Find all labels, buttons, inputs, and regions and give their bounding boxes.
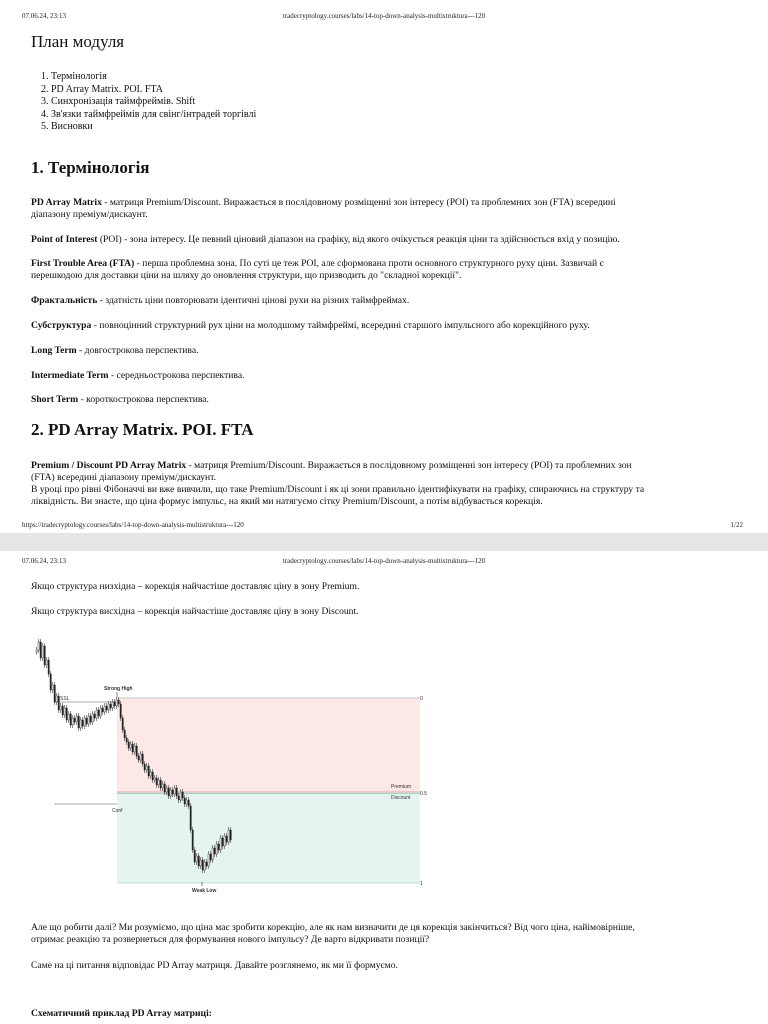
candle-body (36, 650, 37, 652)
candle-body (154, 778, 155, 780)
term-text: - перша проблемна зона. По суті це теж POI, але сформована проти основного структурного руху ціни. Зазвичай є (134, 258, 604, 269)
candle-body (162, 784, 163, 788)
module-plan-title: План модуля (31, 32, 125, 51)
term-substructure (31, 320, 734, 332)
candle-body (44, 646, 45, 665)
candle-body (72, 718, 73, 725)
candle-body (74, 718, 75, 722)
term-text: - короткострокова перспектива. (78, 394, 209, 405)
paragraph: Саме на ці питання відповідає PD Array матриця. Давайте розглянемо, як ми її формуємо. (31, 960, 398, 971)
term-label: Фрактальність (31, 295, 98, 306)
candle-body (98, 710, 99, 716)
header-datetime: 07.06.24, 23:13 (22, 557, 66, 565)
weak-low-label: Weak Low (192, 888, 217, 894)
term-label: Субструктура (31, 320, 92, 331)
candle-body (96, 710, 97, 718)
candle-body (168, 788, 169, 796)
candle-body (114, 702, 115, 706)
candle-body (42, 646, 43, 658)
candle-body (182, 792, 183, 798)
discount-zone (117, 792, 420, 883)
candle-body (188, 800, 189, 806)
candle-body (190, 806, 191, 830)
candle-body (76, 716, 77, 722)
candle-body (78, 716, 79, 728)
premium-label: Premium (391, 784, 412, 790)
term-label: Short Term (31, 394, 79, 405)
candle-body (230, 830, 231, 840)
candle-body (108, 704, 109, 710)
paragraph-text: В уроці про рівні Фібоначчі ви вже вивчили, що таке Premium/Discount і як ці зони правильно ідентифікувати на графіку, спираючись на структуру та (31, 484, 645, 495)
conf-label: Conf (112, 808, 123, 814)
candle-body (148, 766, 149, 776)
candle-body (172, 790, 173, 794)
candle-body (192, 830, 193, 850)
ssl-label: SSL (60, 696, 70, 702)
paragraph: Якщо структура висхідна – корекція найчастіше доставляє ціну в зону Discount. (31, 606, 359, 617)
term-label: PD Array Matrix (31, 197, 102, 208)
paragraph-bold: Схематичний приклад PD Array матриці: (31, 1008, 212, 1019)
candle-body (116, 700, 117, 706)
pd-array-chart (32, 630, 442, 910)
candle-body (158, 780, 159, 785)
candle-body (150, 772, 151, 776)
term-poi (31, 234, 734, 246)
candle-body (212, 848, 213, 860)
strong-high-label: Strong High (104, 686, 133, 692)
term-short-term (31, 394, 734, 406)
candle-body (62, 706, 63, 715)
term-text: - середньострокова перспектива. (108, 370, 245, 381)
header-url: tradecryptology.courses/labs/14-top-down-analysis-multistruktura---120 (282, 557, 486, 565)
candle-body (144, 764, 145, 770)
candle-body (174, 788, 175, 794)
term-text: - здатність ціни повторювати ідентичні цінові рухи на різних таймфреймах. (97, 295, 410, 306)
toc-item[interactable]: 4. Зв'язки таймфреймів для свінг/інтрадей торгівлі (41, 108, 257, 120)
candle-body (40, 642, 41, 658)
candle-body (82, 720, 83, 726)
candle-body (136, 746, 137, 756)
candle-body (38, 642, 39, 650)
paragraph-text: (FTA) всередині діапазону преміум/дискаунт. (31, 472, 217, 483)
candle-body (64, 708, 65, 715)
candle-body (94, 714, 95, 718)
level-0-label: 0 (420, 696, 423, 702)
candle-body (50, 674, 51, 690)
candle-body (226, 836, 227, 842)
candle-body (124, 730, 125, 738)
candle-body (84, 718, 85, 726)
pdf-page-2 (0, 551, 768, 1024)
candle-body (206, 862, 207, 866)
candle-body (164, 784, 165, 792)
candle-body (102, 708, 103, 712)
candle-body (120, 704, 121, 718)
term-long-term (31, 345, 734, 357)
candle-body (104, 706, 105, 712)
term-fta (31, 258, 734, 282)
level-1-label: 1 (420, 881, 423, 887)
candle-body (118, 700, 119, 704)
premium-zone (117, 698, 420, 792)
term-label: Point of Interest (31, 234, 98, 245)
candle-body (222, 838, 223, 846)
candle-body (196, 856, 197, 862)
candle-body (156, 778, 157, 785)
candle-body (208, 854, 209, 866)
candle-body (140, 754, 141, 760)
term-text: (POI) - зона інтересу. Це певний ціновий діапазон на графіку, від якого очікується реакція ціни та здійснюється вхід у позицію. (97, 234, 620, 245)
paragraph-text: ліквідність. Ви знаєте, що ціна формує імпульс, на який ми натягуємо сітку Premium/Discount, а потім відбувається корекція. (31, 496, 543, 507)
toc-item[interactable]: 2. PD Array Matrix. POI. FTA (41, 83, 163, 95)
candle-body (218, 844, 219, 850)
candle-body (170, 790, 171, 796)
candle-body (200, 860, 201, 866)
candle-body (132, 744, 133, 752)
candle-body (134, 746, 135, 752)
term-text: перешкодою для доставки ціни на шляху до оновлення структури, що призводить до "складної корекції". (31, 270, 462, 281)
candle-body (152, 772, 153, 780)
candle-body (228, 830, 229, 842)
candle-body (122, 718, 123, 730)
term-intermediate-term (31, 370, 734, 382)
term-fractality (31, 295, 734, 307)
candle-body (100, 708, 101, 716)
candle-body (52, 685, 53, 690)
candle-body (112, 702, 113, 708)
candle-body (130, 744, 131, 748)
candle-body (56, 696, 57, 702)
section-1-title: 1. Термінологія (31, 158, 150, 177)
candle-body (70, 714, 71, 725)
paragraph (31, 922, 734, 946)
candle-body (48, 660, 49, 674)
term-pd-array-matrix (31, 197, 734, 221)
module-plan-list (31, 71, 730, 134)
candle-body (92, 714, 93, 722)
header-url: tradecryptology.courses/labs/14-top-down-analysis-multistruktura---120 (282, 12, 486, 20)
candle-body (166, 788, 167, 792)
candle-body (110, 704, 111, 708)
candle-body (86, 718, 87, 724)
candle-body (146, 766, 147, 770)
candle-body (194, 850, 195, 862)
candle-body (60, 706, 61, 710)
footer-url[interactable]: https://tradecryptology.courses/labs/14-top-down-analysis-multistruktura---120 (22, 521, 244, 529)
candle-body (80, 720, 81, 728)
candle-body (68, 714, 69, 720)
term-text: - матриця Premium/Discount. Виражається в послідовному розміщенні зон інтересу (POI) та проблемних зон (FTA) всередині (101, 197, 616, 208)
candle-body (46, 660, 47, 665)
candle-body (54, 685, 55, 702)
paragraph-text: отримає реакцію та розвернеться для формування нового імпульсу? Де варто відкривати позиції? (31, 934, 430, 945)
candle-body (184, 798, 185, 804)
candle-body (142, 754, 143, 764)
candle-body (216, 844, 217, 854)
toc-item[interactable]: 1. Термінологія (41, 71, 107, 82)
paragraph-text: Але що робити далі? Ми розуміємо, що ціна має зробити корекцію, але як нам визначити де ця корекція закінчиться? Від чого ціна, найімовірніше, (31, 922, 635, 933)
term-label: Intermediate Term (31, 370, 109, 381)
term-text: діапазону преміум/дискаунт. (31, 209, 148, 220)
candle-body (126, 738, 127, 742)
discount-label: Discount (391, 795, 411, 801)
candle-body (214, 848, 215, 854)
candle-body (90, 716, 91, 722)
candle-body (224, 836, 225, 846)
candle-body (204, 862, 205, 870)
paragraph-text: - матриця Premium/Discount. Виражається в послідовному розміщенні зон інтересу (POI) та проблемних зон (186, 460, 632, 471)
toc-item[interactable]: 5. Висновки (41, 121, 93, 132)
paragraph: Якщо структура низхідна – корекція найчастіше доставляє ціну в зону Premium. (31, 581, 360, 592)
candle-body (178, 796, 179, 800)
candle-body (202, 860, 203, 870)
toc-item[interactable]: 3. Синхронізація таймфреймів. Shift (41, 96, 196, 107)
term-text: - повноцінний структурний рух ціни на молодшому таймфреймі, всередині старшого імпульсного або корекційного руху. (91, 320, 590, 331)
candle-body (66, 708, 67, 720)
candle-body (138, 756, 139, 760)
candle-body (176, 788, 177, 796)
term-text: - довгострокова перспектива. (76, 345, 199, 356)
candle-body (160, 780, 161, 788)
footer-page-number: 1/22 (730, 521, 743, 529)
candle-body (106, 706, 107, 710)
candle-body (210, 854, 211, 860)
candle-body (128, 742, 129, 748)
candle-body (88, 716, 89, 724)
candle-body (198, 856, 199, 866)
header-datetime: 07.06.24, 23:13 (22, 12, 66, 20)
section-2-intro (31, 460, 734, 508)
candle-body (220, 838, 221, 850)
candle-body (186, 800, 187, 804)
candle-body (180, 792, 181, 800)
term-label: Long Term (31, 345, 77, 356)
term-label: First Trouble Area (FTA) (31, 258, 135, 269)
term-label: Premium / Discount PD Array Matrix (31, 460, 187, 471)
section-2-title: 2. PD Array Matrix. POI. FTA (31, 420, 254, 439)
level-05-label: 0.5 (420, 791, 427, 797)
